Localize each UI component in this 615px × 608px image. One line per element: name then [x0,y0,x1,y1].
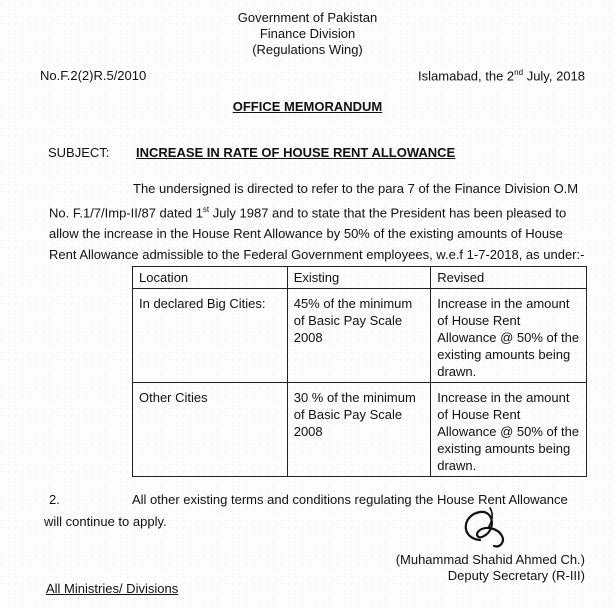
table-header-location: Location [133,267,288,289]
table-cell-location: Other Cities [133,383,288,477]
signature-mark [450,500,530,560]
allowance-table [132,266,587,477]
memo-title: OFFICE MEMORANDUM [232,99,383,114]
subject-text: INCREASE IN RATE OF HOUSE RENT ALLOWANCE [136,145,456,160]
table-header-row [133,267,587,289]
paragraph-1-line-4: Rent Allowance admissible to the Federal Government employees, w.e.f 1-7-2018, as under:- [49,247,585,263]
paragraph-2-line-1: All other existing terms and conditions regulating the House Rent Allowance [132,492,568,507]
paragraph-1-line-3: allow the increase in the House Rent Allowance by 50% of the existing amounts of House [49,226,563,242]
table-header-existing: Existing [287,267,431,289]
reference-number: No.F.2(2)R.5/2010 [40,68,147,83]
paragraph-2-line-2: will continue to apply. [44,514,167,529]
table-cell-revised: Increase in the amount of House Rent Allowance @ 50% of the existing amounts being drawn. [431,289,587,383]
table-row [133,383,587,477]
header-government: Government of Pakistan [237,10,378,25]
table-cell-revised: Increase in the amount of House Rent Allowance @ 50% of the existing amounts being drawn. [431,383,587,477]
header-division: Finance Division [259,26,356,41]
paragraph-1-line-1: The undersigned is directed to refer to the para 7 of the Finance Division O.M [133,181,579,196]
signatory-name: (Muhammad Shahid Ahmed Ch.) [395,552,585,567]
table-cell-existing: 30 % of the minimum of Basic Pay Scale 2008 [287,383,431,477]
table-cell-existing: 45% of the minimum of Basic Pay Scale 2008 [287,289,431,383]
paragraph-2-number: 2. [49,492,60,507]
paragraph-1 [49,178,589,265]
table-header-revised: Revised [431,267,587,289]
header-wing: (Regulations Wing) [252,42,363,57]
paragraph-1-line-2: No. F.1/7/Imp-II/87 dated 1st July 1987 and to state that the President has been pleased to [49,205,567,221]
table-row [133,289,587,383]
subject-label: SUBJECT: [48,145,110,160]
distribution-line: All Ministries/ Divisions [46,581,179,596]
place-date: Islamabad, the 2nd July, 2018 [418,68,585,84]
table-cell-location: In declared Big Cities: [133,289,288,383]
signatory-title: Deputy Secretary (R-III) [447,568,585,583]
